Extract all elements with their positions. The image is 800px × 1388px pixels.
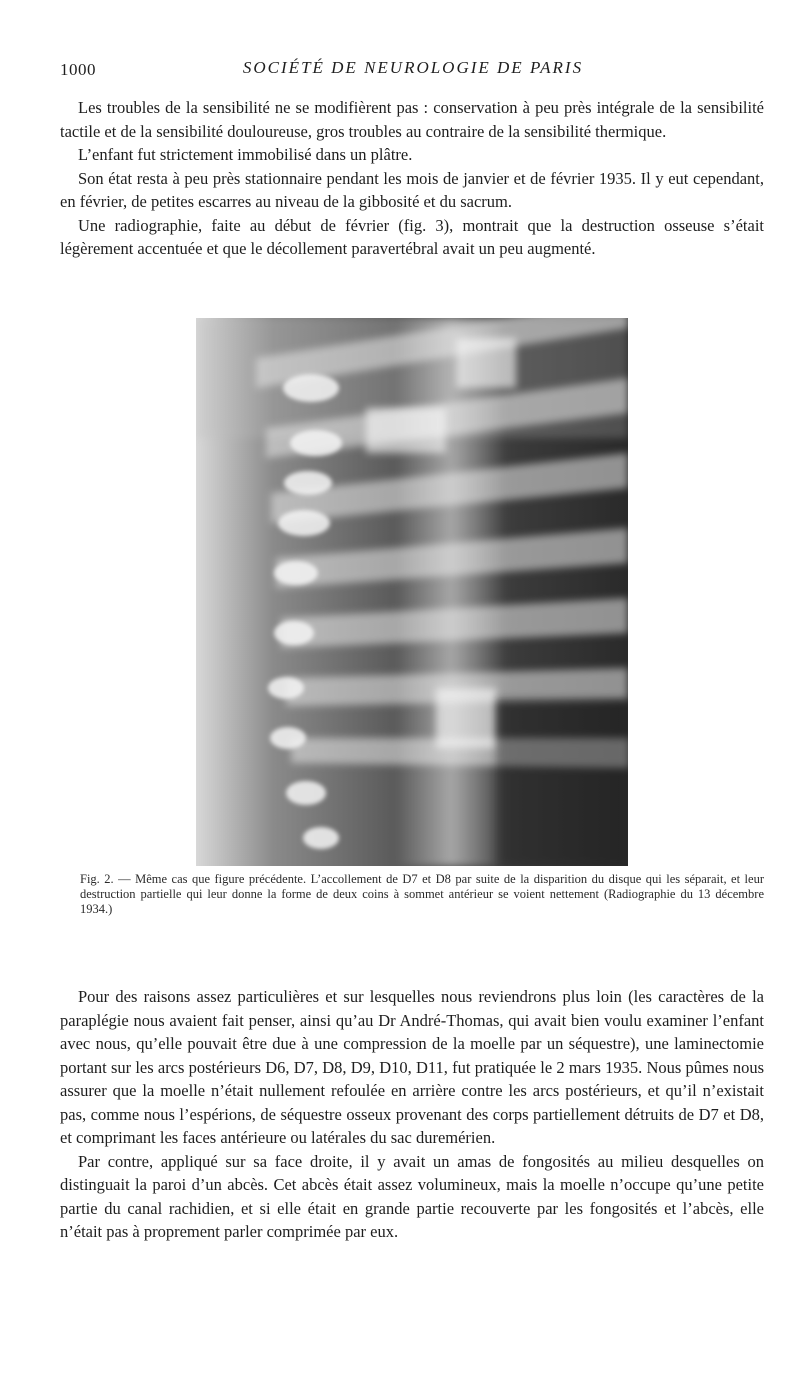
paragraph: Les troubles de la sensibilité ne se modifièrent pas : conservation à peu près intégrale de la sensibilité tactile et de la sensibilité douloureuse, gros troubles au contraire de la sensibilité thermique. — [60, 98, 764, 141]
page-header — [60, 58, 766, 82]
running-title: SOCIÉTÉ DE NEUROLOGIE DE PARIS — [242, 58, 584, 77]
paragraph: Par contre, appliqué sur sa face droite, il y avait un amas de fongosités au milieu desquelles on distinguait la paroi d’un abcès. Cet abcès était assez volumineux, mais la moelle n’occupe qu’une petite partie du canal rachidien, et si elle était en grande partie recouverte par les fongosités et l’abcès, elle n’était pas à proprement parler comprimée par eux. — [60, 1151, 764, 1241]
figure-caption-text: — Même cas que figure précédente. L’accollement de D7 et D8 par suite de la disparition du disque qui les séparait, et leur destruction partielle qui leur donne la forme de deux coins à sommet antérieur se voient nettement (Radiographie du 13 décembre 1934.) — [80, 872, 764, 916]
bottom-text-block — [60, 985, 764, 1244]
paragraph: Une radiographie, faite au début de février (fig. 3), montrait que la destruction osseuse s’était légèrement accentuée et que le décollement paravertébral avait un peu augmenté. — [60, 215, 764, 258]
xray-illustration — [196, 318, 628, 866]
top-text-block — [60, 96, 764, 261]
paragraph: Pour des raisons assez particulières et sur lesquelles nous reviendrons plus loin (les caractères de la paraplégie nous avaient fait penser, ainsi qu’au Dr André-Thomas, qui avait bien voulu examiner l’enfant avec nous, qu’elle pouvait être due à une compression de la moelle par un séquestre), une laminectomie portant sur les arcs postérieurs D6, D7, D8, D9, D10, D11, fut pratiquée le 2 mars 1935. Nous pûmes nous assurer que la moelle n’était nullement refoulée en arrière contre les arcs postérieurs, et qu’il n’existait pas, comme nous l’espérions, de séquestre osseux provenant des corps partiellement détruits de D7 et D8, et comprimant les faces antérieure ou latérales du sac duremérien. — [60, 987, 764, 1147]
paragraph: Son état resta à peu près stationnaire pendant les mois de janvier et de février 1935. Il y eut cependant, en février, de petites escarres au niveau de la gibbosité et du sacrum. — [60, 168, 764, 211]
page-number: 1000 — [60, 60, 96, 79]
radiograph-image — [196, 318, 628, 866]
figure-caption — [80, 872, 764, 917]
paragraph: L’enfant fut strictement immobilisé dans un plâtre. — [78, 145, 413, 164]
figure-label: Fig. 2. — [80, 872, 114, 886]
